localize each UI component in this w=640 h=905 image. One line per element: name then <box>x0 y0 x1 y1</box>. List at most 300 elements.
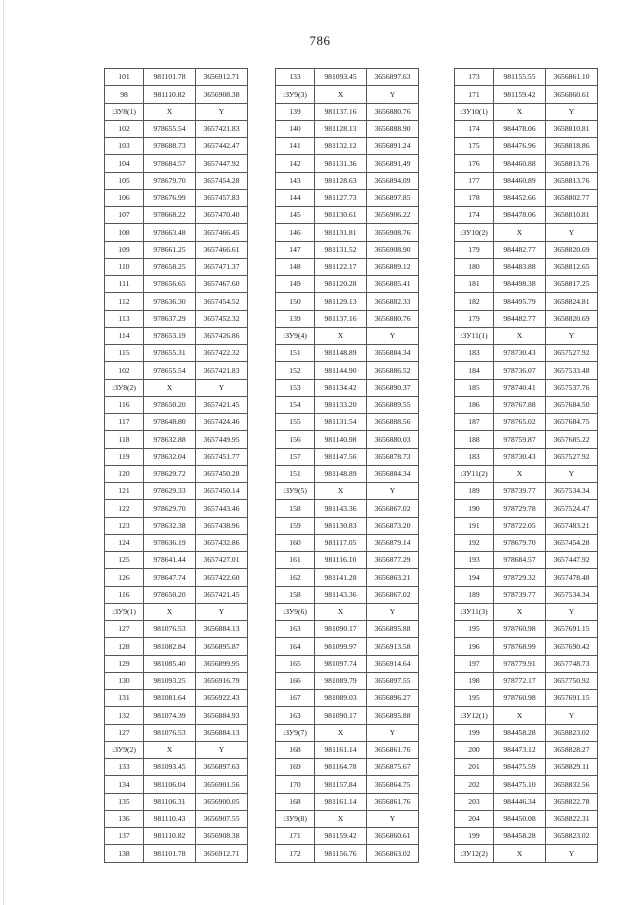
point-number-cell: 186 <box>455 396 494 413</box>
point-number-cell: 134 <box>105 776 144 793</box>
x-coordinate-cell: 978736.07 <box>494 362 546 379</box>
x-coordinate-cell: 984458.28 <box>494 724 546 741</box>
table-row <box>455 638 598 655</box>
table-row <box>276 207 419 224</box>
point-number-cell: 168 <box>276 793 315 810</box>
table-row <box>455 810 598 827</box>
y-coordinate-cell: Y <box>196 603 248 620</box>
table-row <box>105 120 248 137</box>
y-coordinate-cell: 3657454.28 <box>546 534 598 551</box>
point-number-cell: 128 <box>105 638 144 655</box>
point-number-cell: 176 <box>455 155 494 172</box>
y-coordinate-cell: 3656901.56 <box>196 776 248 793</box>
point-number-cell: 174 <box>455 120 494 137</box>
table-row <box>455 276 598 293</box>
point-number-cell: 133 <box>276 69 315 86</box>
table-row <box>276 414 419 431</box>
table-row <box>276 155 419 172</box>
table-row <box>105 258 248 275</box>
table-row <box>105 845 248 862</box>
y-coordinate-cell: Y <box>367 603 419 620</box>
point-number-cell: 182 <box>455 293 494 310</box>
y-coordinate-cell: 3656895.87 <box>196 638 248 655</box>
point-number-cell: 167 <box>276 690 315 707</box>
table-row <box>105 138 248 155</box>
y-coordinate-cell: 3658813.76 <box>546 172 598 189</box>
point-number-cell: 124 <box>105 534 144 551</box>
point-number-cell: 163 <box>276 621 315 638</box>
y-coordinate-cell: 3656882.33 <box>367 293 419 310</box>
y-coordinate-cell: 3658813.76 <box>546 155 598 172</box>
x-coordinate-cell: 978650.20 <box>144 396 196 413</box>
x-coordinate-cell: X <box>144 379 196 396</box>
point-number-cell: 190 <box>455 500 494 517</box>
x-coordinate-cell: 981161.14 <box>315 741 367 758</box>
point-number-cell: 157 <box>276 448 315 465</box>
y-coordinate-cell: 3658802.77 <box>546 189 598 206</box>
x-coordinate-cell: 978729.32 <box>494 569 546 586</box>
x-coordinate-cell: 981156.76 <box>315 845 367 862</box>
y-coordinate-cell: 3657534.34 <box>546 483 598 500</box>
table-row <box>455 655 598 672</box>
point-number-cell: 189 <box>455 586 494 603</box>
x-coordinate-cell: X <box>315 810 367 827</box>
table-row <box>455 362 598 379</box>
point-number-cell: 138 <box>105 845 144 862</box>
y-coordinate-cell: 3656861.10 <box>546 69 598 86</box>
point-number-cell: 127 <box>105 724 144 741</box>
table-row <box>276 138 419 155</box>
x-coordinate-cell: 984476.96 <box>494 138 546 155</box>
table-row <box>455 207 598 224</box>
table-row <box>276 672 419 689</box>
point-number-cell: :ЗУ9(2) <box>105 741 144 758</box>
y-coordinate-cell: 3657452.32 <box>196 310 248 327</box>
y-coordinate-cell: 3656863.21 <box>367 569 419 586</box>
point-number-cell: 180 <box>455 258 494 275</box>
x-coordinate-cell: 978767.88 <box>494 396 546 413</box>
x-coordinate-cell: X <box>494 103 546 120</box>
point-number-cell: 118 <box>105 431 144 448</box>
y-coordinate-cell: 3657524.47 <box>546 500 598 517</box>
point-number-cell: 187 <box>455 414 494 431</box>
table-row <box>276 828 419 845</box>
table-row <box>105 69 248 86</box>
point-number-cell: 173 <box>455 69 494 86</box>
x-coordinate-cell: 981131.54 <box>315 414 367 431</box>
y-coordinate-cell: 3657454.52 <box>196 293 248 310</box>
x-coordinate-cell: 981147.56 <box>315 448 367 465</box>
point-number-cell: :ЗУ8(2) <box>105 379 144 396</box>
y-coordinate-cell: 3657533.48 <box>546 362 598 379</box>
y-coordinate-cell: 3658822.78 <box>546 793 598 810</box>
point-number-cell: 111 <box>105 276 144 293</box>
point-number-cell: 115 <box>105 345 144 362</box>
x-coordinate-cell: 981155.55 <box>494 69 546 86</box>
y-coordinate-cell: 3657685.22 <box>546 431 598 448</box>
y-coordinate-cell: Y <box>196 103 248 120</box>
x-coordinate-cell: 984495.79 <box>494 293 546 310</box>
point-number-cell: 150 <box>276 293 315 310</box>
y-coordinate-cell: Y <box>546 707 598 724</box>
point-number-cell: 146 <box>276 224 315 241</box>
point-number-cell: 164 <box>276 638 315 655</box>
point-number-cell: 145 <box>276 207 315 224</box>
table-row <box>455 310 598 327</box>
x-coordinate-cell: 984482.77 <box>494 310 546 327</box>
point-number-cell: :ЗУ8(1) <box>105 103 144 120</box>
y-coordinate-cell: 3656889.55 <box>367 396 419 413</box>
point-number-cell: 121 <box>105 483 144 500</box>
y-coordinate-cell: Y <box>367 810 419 827</box>
point-number-cell: :ЗУ9(6) <box>276 603 315 620</box>
x-coordinate-cell: 981117.05 <box>315 534 367 551</box>
table-row <box>105 672 248 689</box>
table-row <box>276 86 419 103</box>
point-number-cell: 165 <box>276 655 315 672</box>
x-coordinate-cell: 981133.20 <box>315 396 367 413</box>
y-coordinate-cell: 3658820.69 <box>546 241 598 258</box>
point-number-cell: 169 <box>276 759 315 776</box>
table-row <box>455 621 598 638</box>
x-coordinate-cell: 984458.28 <box>494 828 546 845</box>
y-coordinate-cell: 3656897.55 <box>367 672 419 689</box>
x-coordinate-cell: 984450.08 <box>494 810 546 827</box>
x-coordinate-cell: 984452.66 <box>494 189 546 206</box>
y-coordinate-cell: 3656880.03 <box>367 431 419 448</box>
y-coordinate-cell: Y <box>546 465 598 482</box>
table-row <box>455 172 598 189</box>
page-number: 786 <box>309 33 331 48</box>
x-coordinate-cell: 981076.53 <box>144 724 196 741</box>
point-number-cell: 122 <box>105 500 144 517</box>
y-coordinate-cell: 3657684.50 <box>546 396 598 413</box>
y-coordinate-cell: 3657449.95 <box>196 431 248 448</box>
point-number-cell: 202 <box>455 776 494 793</box>
table-row <box>105 207 248 224</box>
y-coordinate-cell: 3658810.81 <box>546 207 598 224</box>
point-number-cell: 132 <box>105 707 144 724</box>
y-coordinate-cell: 3657750.92 <box>546 672 598 689</box>
table-row <box>105 707 248 724</box>
point-number-cell: 110 <box>105 258 144 275</box>
x-coordinate-cell: 978661.25 <box>144 241 196 258</box>
table-row <box>105 276 248 293</box>
point-number-cell: 131 <box>105 690 144 707</box>
table-row <box>105 793 248 810</box>
y-coordinate-cell: Y <box>196 379 248 396</box>
x-coordinate-cell: 981110.82 <box>144 86 196 103</box>
table-row <box>455 103 598 120</box>
x-coordinate-cell: 978740.41 <box>494 379 546 396</box>
point-number-cell: :ЗУ9(5) <box>276 483 315 500</box>
point-number-cell: 188 <box>455 431 494 448</box>
y-coordinate-cell: 3657422.32 <box>196 345 248 362</box>
table-row <box>105 759 248 776</box>
point-number-cell: 204 <box>455 810 494 827</box>
y-coordinate-cell: 3658829.11 <box>546 759 598 776</box>
y-coordinate-cell: 3657421.45 <box>196 586 248 603</box>
table-row <box>105 500 248 517</box>
x-coordinate-cell: 981101.78 <box>144 845 196 862</box>
x-coordinate-cell: 981101.78 <box>144 69 196 86</box>
x-coordinate-cell: 978768.99 <box>494 638 546 655</box>
coordinates-table-left <box>104 68 248 863</box>
point-number-cell: 185 <box>455 379 494 396</box>
point-number-cell: 126 <box>105 569 144 586</box>
table-row <box>455 724 598 741</box>
x-coordinate-cell: 978632.04 <box>144 448 196 465</box>
table-row <box>105 776 248 793</box>
table-row <box>276 258 419 275</box>
y-coordinate-cell: 3656907.55 <box>196 810 248 827</box>
y-coordinate-cell: 3656860.61 <box>367 828 419 845</box>
x-coordinate-cell: 978679.70 <box>494 534 546 551</box>
x-coordinate-cell: 981137.16 <box>315 103 367 120</box>
y-coordinate-cell: 3656922.43 <box>196 690 248 707</box>
point-number-cell: 120 <box>105 465 144 482</box>
y-coordinate-cell: 3657470.40 <box>196 207 248 224</box>
y-coordinate-cell: 3657427.01 <box>196 552 248 569</box>
point-number-cell: 161 <box>276 552 315 569</box>
point-number-cell: 153 <box>276 379 315 396</box>
x-coordinate-cell: X <box>315 327 367 344</box>
point-number-cell: 196 <box>455 638 494 655</box>
point-number-cell: 142 <box>276 155 315 172</box>
x-coordinate-cell: 978759.87 <box>494 431 546 448</box>
point-number-cell: 104 <box>105 155 144 172</box>
table-row <box>105 810 248 827</box>
table-row <box>455 241 598 258</box>
x-coordinate-cell: 981120.28 <box>315 276 367 293</box>
x-coordinate-cell: 978636.19 <box>144 534 196 551</box>
y-coordinate-cell: 3656906.22 <box>367 207 419 224</box>
x-coordinate-cell: 981128.63 <box>315 172 367 189</box>
point-number-cell: 137 <box>105 828 144 845</box>
y-coordinate-cell: 3657432.86 <box>196 534 248 551</box>
point-number-cell: 159 <box>276 517 315 534</box>
x-coordinate-cell: 981081.64 <box>144 690 196 707</box>
point-number-cell: 133 <box>105 759 144 776</box>
y-coordinate-cell: 3656877.29 <box>367 552 419 569</box>
table-row <box>455 707 598 724</box>
table-row <box>455 534 598 551</box>
table-row <box>455 776 598 793</box>
point-number-cell: 116 <box>105 396 144 413</box>
point-number-cell: 189 <box>455 483 494 500</box>
point-number-cell: 154 <box>276 396 315 413</box>
y-coordinate-cell: 3657447.92 <box>546 552 598 569</box>
point-number-cell: 183 <box>455 345 494 362</box>
y-coordinate-cell: 3656891.24 <box>367 138 419 155</box>
y-coordinate-cell: 3657690.42 <box>546 638 598 655</box>
y-coordinate-cell: 3657691.15 <box>546 690 598 707</box>
x-coordinate-cell: 981090.17 <box>315 707 367 724</box>
table-row <box>105 741 248 758</box>
point-number-cell: 184 <box>455 362 494 379</box>
y-coordinate-cell: 3656884.34 <box>367 465 419 482</box>
x-coordinate-cell: 981090.17 <box>315 621 367 638</box>
table-row <box>105 224 248 241</box>
table-row <box>276 327 419 344</box>
table-row <box>276 379 419 396</box>
point-number-cell: :ЗУ12(1) <box>455 707 494 724</box>
table-row <box>276 224 419 241</box>
table-row <box>276 690 419 707</box>
point-number-cell: 203 <box>455 793 494 810</box>
x-coordinate-cell: 978684.57 <box>494 552 546 569</box>
y-coordinate-cell: 3656897.63 <box>367 69 419 86</box>
point-number-cell: 179 <box>455 310 494 327</box>
table-row <box>105 690 248 707</box>
table-row <box>276 569 419 586</box>
table-row <box>276 276 419 293</box>
x-coordinate-cell: X <box>494 603 546 620</box>
table-row <box>455 120 598 137</box>
point-number-cell: 149 <box>276 276 315 293</box>
point-number-cell: 108 <box>105 224 144 241</box>
table-row <box>105 552 248 569</box>
table-row <box>455 379 598 396</box>
point-number-cell: 102 <box>105 120 144 137</box>
x-coordinate-cell: 978679.70 <box>144 172 196 189</box>
table-row <box>105 603 248 620</box>
point-number-cell: 139 <box>276 103 315 120</box>
table-row <box>105 655 248 672</box>
point-number-cell: 177 <box>455 172 494 189</box>
point-number-cell: 200 <box>455 741 494 758</box>
point-number-cell: 155 <box>276 414 315 431</box>
x-coordinate-cell: 981157.84 <box>315 776 367 793</box>
x-coordinate-cell: 981130.61 <box>315 207 367 224</box>
y-coordinate-cell: 3657457.83 <box>196 189 248 206</box>
y-coordinate-cell: 3658820.69 <box>546 310 598 327</box>
point-number-cell: 107 <box>105 207 144 224</box>
y-coordinate-cell: Y <box>546 845 598 862</box>
table-row <box>276 431 419 448</box>
point-number-cell: 143 <box>276 172 315 189</box>
y-coordinate-cell: Y <box>546 103 598 120</box>
x-coordinate-cell: 978656.65 <box>144 276 196 293</box>
y-coordinate-cell: 3656884.13 <box>196 621 248 638</box>
x-coordinate-cell: X <box>494 707 546 724</box>
x-coordinate-cell: 978658.25 <box>144 258 196 275</box>
y-coordinate-cell: Y <box>367 724 419 741</box>
coordinates-table-middle <box>275 68 419 863</box>
table-row <box>455 396 598 413</box>
table-row <box>455 793 598 810</box>
table-row <box>455 448 598 465</box>
point-number-cell: 127 <box>105 621 144 638</box>
y-coordinate-cell: 3657443.46 <box>196 500 248 517</box>
table-row <box>455 465 598 482</box>
y-coordinate-cell: 3658810.81 <box>546 120 598 137</box>
table-row <box>105 483 248 500</box>
x-coordinate-cell: 981143.36 <box>315 500 367 517</box>
table-row <box>105 345 248 362</box>
table-row <box>276 655 419 672</box>
y-coordinate-cell: 3657422.60 <box>196 569 248 586</box>
table-row <box>276 759 419 776</box>
y-coordinate-cell: 3656899.95 <box>196 655 248 672</box>
x-coordinate-cell: X <box>144 103 196 120</box>
x-coordinate-cell: 978663.48 <box>144 224 196 241</box>
y-coordinate-cell: 3657424.46 <box>196 414 248 431</box>
y-coordinate-cell: 3658832.56 <box>546 776 598 793</box>
y-coordinate-cell: 3656896.27 <box>367 690 419 707</box>
point-number-cell: 148 <box>276 258 315 275</box>
table-row <box>105 621 248 638</box>
y-coordinate-cell: 3656890.37 <box>367 379 419 396</box>
table-row <box>276 345 419 362</box>
y-coordinate-cell: 3657421.83 <box>196 120 248 137</box>
x-coordinate-cell: 978676.99 <box>144 189 196 206</box>
y-coordinate-cell: 3657537.76 <box>546 379 598 396</box>
coordinates-table-right <box>454 68 598 863</box>
table-row <box>455 431 598 448</box>
x-coordinate-cell: X <box>144 603 196 620</box>
table-row <box>276 241 419 258</box>
x-coordinate-cell: 978655.54 <box>144 120 196 137</box>
table-row <box>455 500 598 517</box>
y-coordinate-cell: 3656889.12 <box>367 258 419 275</box>
x-coordinate-cell: 978629.70 <box>144 500 196 517</box>
x-coordinate-cell: 984475.10 <box>494 776 546 793</box>
table-row <box>105 189 248 206</box>
y-coordinate-cell: 3656861.76 <box>367 741 419 758</box>
point-number-cell: :ЗУ9(3) <box>276 86 315 103</box>
point-number-cell: 197 <box>455 655 494 672</box>
table-row <box>276 500 419 517</box>
x-coordinate-cell: 978632.38 <box>144 517 196 534</box>
point-number-cell: 151 <box>276 345 315 362</box>
x-coordinate-cell: 978779.91 <box>494 655 546 672</box>
table-row <box>105 534 248 551</box>
table-row <box>105 241 248 258</box>
table-row <box>455 327 598 344</box>
table-row <box>276 793 419 810</box>
point-number-cell: :ЗУ9(4) <box>276 327 315 344</box>
x-coordinate-cell: 978688.73 <box>144 138 196 155</box>
y-coordinate-cell: 3657527.92 <box>546 345 598 362</box>
x-coordinate-cell: 984446.34 <box>494 793 546 810</box>
x-coordinate-cell: 981131.52 <box>315 241 367 258</box>
table-row <box>455 759 598 776</box>
point-number-cell: 103 <box>105 138 144 155</box>
x-coordinate-cell: 981093.45 <box>315 69 367 86</box>
table-row <box>105 569 248 586</box>
table-row <box>455 224 598 241</box>
y-coordinate-cell: 3657466.45 <box>196 224 248 241</box>
table-row <box>276 603 419 620</box>
y-coordinate-cell: 3657442.47 <box>196 138 248 155</box>
point-number-cell: 135 <box>105 793 144 810</box>
y-coordinate-cell: 3656860.61 <box>546 86 598 103</box>
table-row <box>455 569 598 586</box>
x-coordinate-cell: 978637.29 <box>144 310 196 327</box>
y-coordinate-cell: 3656912.71 <box>196 69 248 86</box>
table-row <box>276 310 419 327</box>
x-coordinate-cell: 978684.57 <box>144 155 196 172</box>
table-row <box>455 603 598 620</box>
y-coordinate-cell: 3656863.02 <box>367 845 419 862</box>
y-coordinate-cell: 3656885.41 <box>367 276 419 293</box>
y-coordinate-cell: Y <box>367 327 419 344</box>
table-row <box>276 517 419 534</box>
x-coordinate-cell: 978629.72 <box>144 465 196 482</box>
y-coordinate-cell: 3656897.63 <box>196 759 248 776</box>
y-coordinate-cell: 3658818.86 <box>546 138 598 155</box>
